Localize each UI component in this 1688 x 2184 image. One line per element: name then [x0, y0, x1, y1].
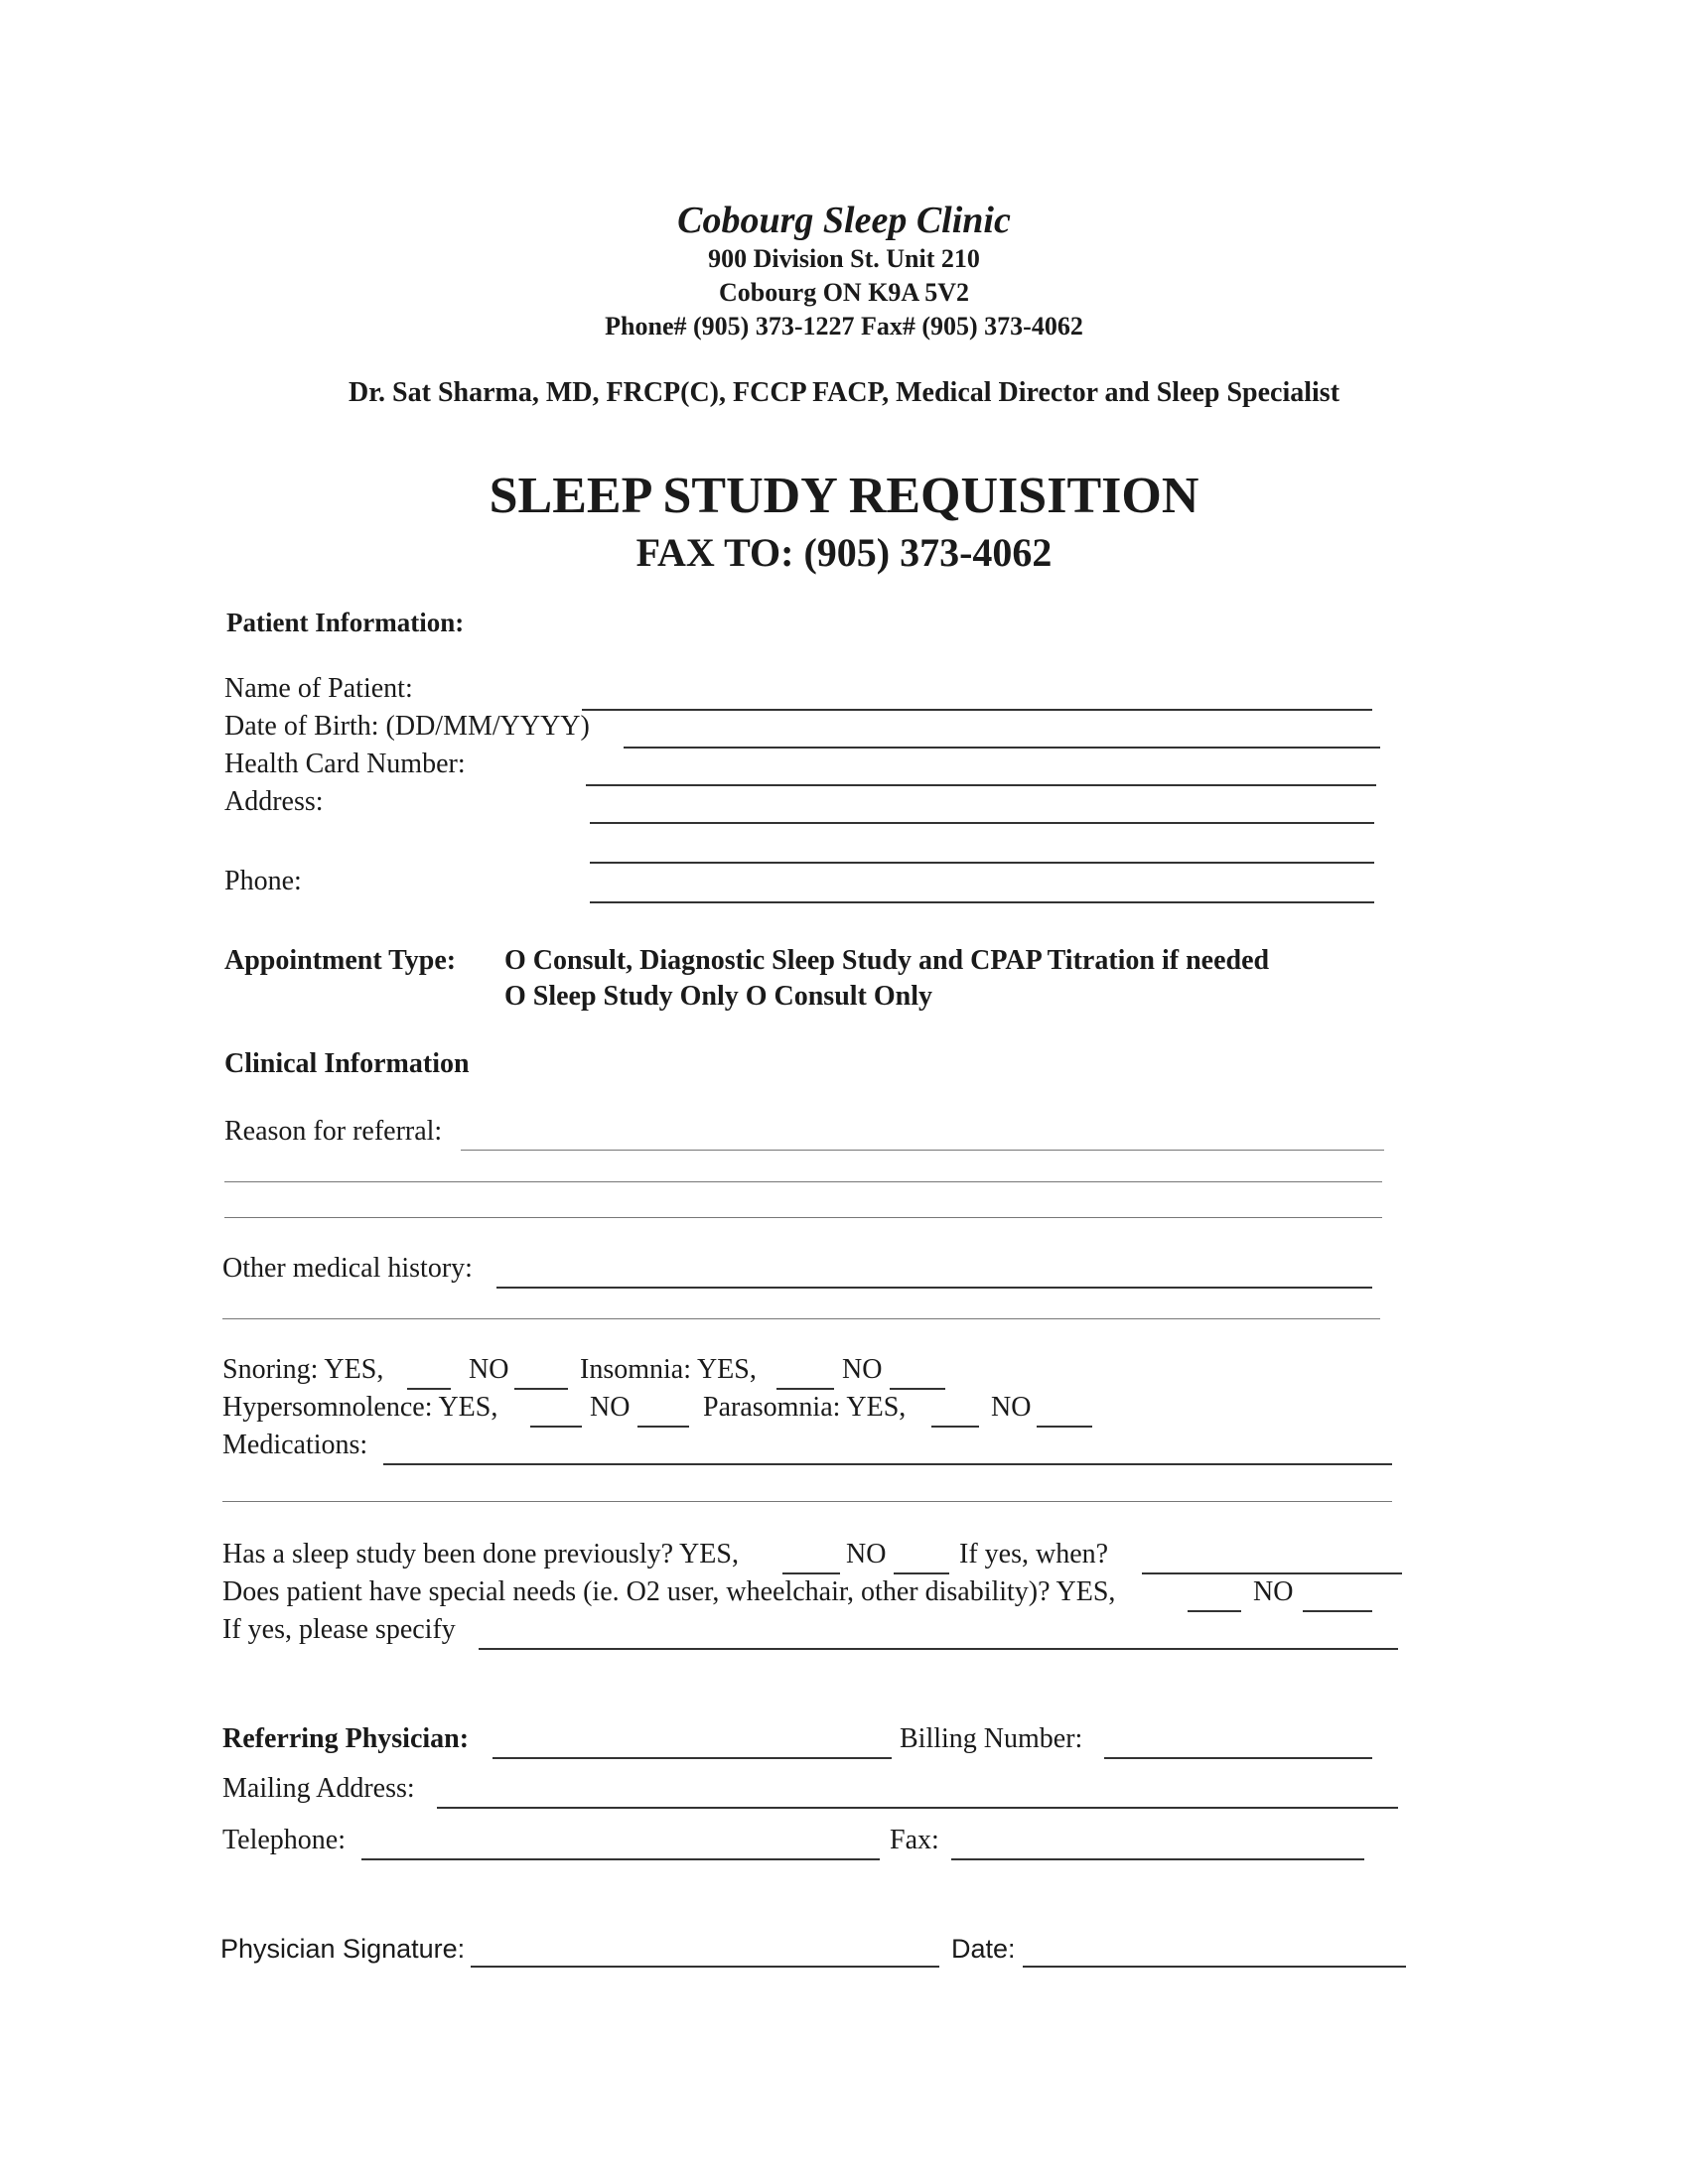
dob-field[interactable] — [624, 747, 1380, 749]
appointment-option-study-or-consult[interactable]: O Sleep Study Only O Consult Only — [504, 981, 933, 1012]
snoring-label: Snoring: YES, — [222, 1354, 384, 1385]
patient-name-label: Name of Patient: — [224, 673, 413, 704]
specify-label: If yes, please specify — [222, 1614, 456, 1645]
dob-label: Date of Birth: (DD/MM/YYYY) — [224, 711, 590, 742]
insomnia-no-label: NO — [842, 1354, 883, 1385]
patient-info-heading: Patient Information: — [226, 608, 465, 637]
medications-label: Medications: — [222, 1430, 368, 1460]
telephone-label: Telephone: — [222, 1825, 346, 1855]
hypersomnolence-no-field[interactable] — [637, 1426, 689, 1428]
other-history-field-line2[interactable] — [222, 1318, 1380, 1319]
physician-signature-label: Physician Signature: — [220, 1934, 466, 1964]
previous-study-when-field[interactable] — [1142, 1572, 1402, 1574]
snoring-no-label: NO — [469, 1354, 509, 1385]
fax-to-heading: FAX TO: (905) 373-4062 — [635, 530, 1053, 575]
address-label: Address: — [224, 786, 324, 817]
address-field-line1[interactable] — [590, 822, 1374, 824]
billing-number-field[interactable] — [1104, 1757, 1372, 1759]
other-history-field-line1[interactable] — [496, 1287, 1372, 1289]
previous-study-no-label: NO — [846, 1539, 887, 1570]
other-history-label: Other medical history: — [222, 1253, 473, 1284]
patient-name-field[interactable] — [582, 709, 1372, 711]
date-label: Date: — [951, 1934, 1016, 1964]
billing-number-label: Billing Number: — [900, 1723, 1083, 1754]
phone-field[interactable] — [590, 901, 1374, 903]
clinic-phone-fax: Phone# (905) 373-1227 Fax# (905) 373-4062 — [605, 312, 1083, 341]
medications-field-line2[interactable] — [222, 1501, 1392, 1502]
clinic-name: Cobourg Sleep Clinic — [677, 200, 1011, 241]
insomnia-yes-field[interactable] — [776, 1388, 834, 1390]
physician-signature-field[interactable] — [471, 1966, 939, 1968]
reason-referral-field-line1[interactable] — [461, 1150, 1384, 1151]
special-needs-yes-field[interactable] — [1188, 1610, 1241, 1612]
parasomnia-no-label: NO — [991, 1392, 1032, 1423]
previous-study-no-field[interactable] — [894, 1572, 949, 1574]
parasomnia-no-field[interactable] — [1037, 1426, 1092, 1428]
mailing-address-field[interactable] — [437, 1807, 1398, 1809]
mailing-address-label: Mailing Address: — [222, 1773, 415, 1804]
hypersomnolence-label: Hypersomnolence: YES, — [222, 1392, 498, 1423]
health-card-field[interactable] — [586, 784, 1376, 786]
telephone-field[interactable] — [361, 1858, 880, 1860]
reason-referral-field-line3[interactable] — [224, 1217, 1382, 1218]
date-field[interactable] — [1023, 1966, 1406, 1968]
medications-field-line1[interactable] — [383, 1463, 1392, 1465]
reason-referral-label: Reason for referral: — [224, 1116, 443, 1147]
snoring-yes-field[interactable] — [407, 1388, 451, 1390]
referring-physician-label: Referring Physician: — [222, 1723, 470, 1754]
special-needs-no-field[interactable] — [1303, 1610, 1372, 1612]
health-card-label: Health Card Number: — [224, 749, 466, 779]
special-needs-no-label: NO — [1253, 1576, 1294, 1607]
fax-field[interactable] — [951, 1858, 1364, 1860]
hypersomnolence-no-label: NO — [590, 1392, 631, 1423]
clinical-info-heading: Clinical Information — [224, 1048, 470, 1079]
address-field-line2[interactable] — [590, 862, 1374, 864]
specify-field[interactable] — [479, 1648, 1398, 1650]
previous-study-label: Has a sleep study been done previously? YES, — [222, 1539, 739, 1570]
insomnia-label: Insomnia: YES, — [580, 1354, 757, 1385]
special-needs-label: Does patient have special needs (ie. O2 user, wheelchair, other disability)? YES, — [222, 1576, 1116, 1607]
form-title: SLEEP STUDY REQUISITION — [489, 468, 1199, 524]
hypersomnolence-yes-field[interactable] — [530, 1426, 582, 1428]
clinic-address-line2: Cobourg ON K9A 5V2 — [718, 278, 970, 307]
referring-physician-field[interactable] — [492, 1757, 892, 1759]
reason-referral-field-line2[interactable] — [224, 1181, 1382, 1182]
fax-label: Fax: — [890, 1825, 939, 1855]
appointment-type-label: Appointment Type: — [224, 945, 457, 976]
appointment-option-full[interactable]: O Consult, Diagnostic Sleep Study and CPAP Titration if needed — [504, 945, 1270, 976]
parasomnia-yes-field[interactable] — [931, 1426, 979, 1428]
previous-study-when-label: If yes, when? — [959, 1539, 1109, 1570]
medical-director: Dr. Sat Sharma, MD, FRCP(C), FCCP FACP, Medical Director and Sleep Specialist — [348, 377, 1340, 408]
parasomnia-label: Parasomnia: YES, — [703, 1392, 907, 1423]
snoring-no-field[interactable] — [514, 1388, 568, 1390]
phone-label: Phone: — [224, 866, 302, 896]
clinic-address-line1: 900 Division St. Unit 210 — [708, 244, 980, 273]
previous-study-yes-field[interactable] — [782, 1572, 840, 1574]
insomnia-no-field[interactable] — [890, 1388, 945, 1390]
